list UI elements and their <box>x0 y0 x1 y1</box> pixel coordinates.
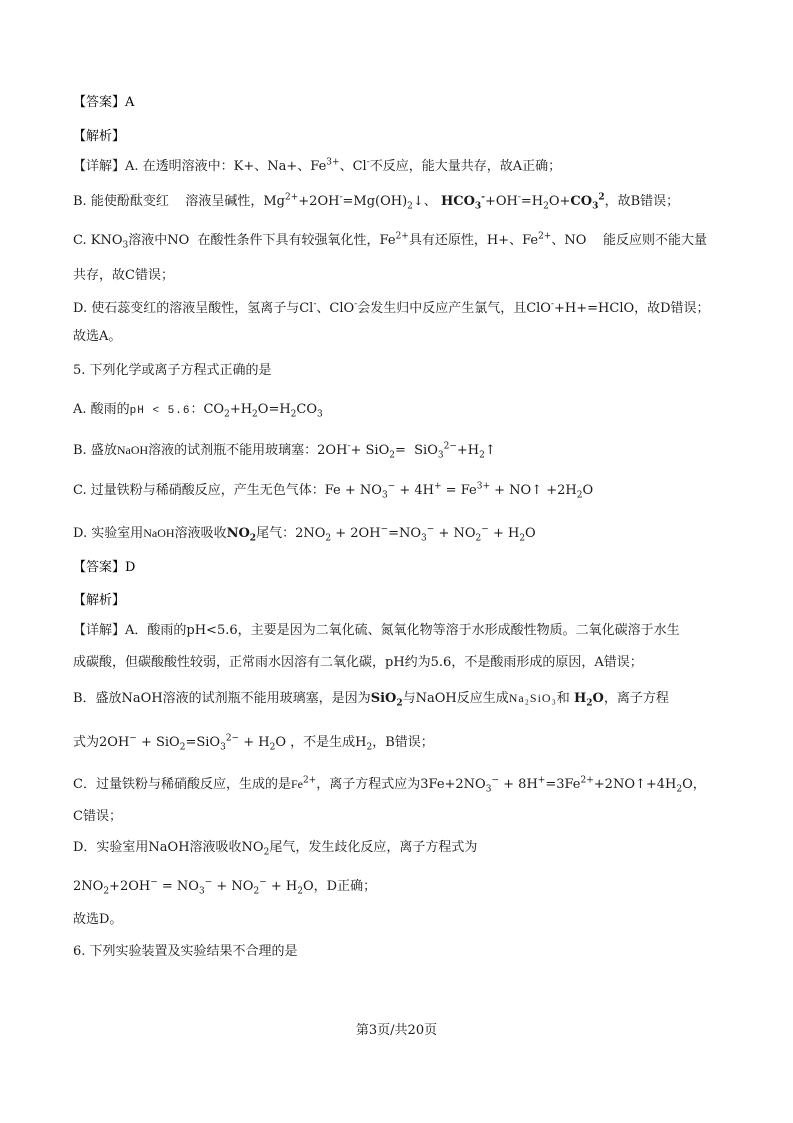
explain-d-2: $2NO_2+2OH^- = NO_3^- + NO_2^- + H_2O$，D正确； <box>73 877 377 897</box>
page-number: 第3页/共20页 <box>355 1023 438 1038</box>
naoh-formula: NaOH <box>116 443 149 457</box>
option-c: C. 过量铁粉与稀硝酸反应，产生无色气体：$Fe + NO_3^- + 4H^+ = Fe^{3+}$ + NO↑ $+2H_2O$ <box>73 481 594 501</box>
option-b: B. 盛放NaOH溶液的试剂瓶不能用玻璃塞：$2OH^-+ SiO_2= SiO_3^{2-}+H_2↑$ <box>73 441 496 461</box>
answer-label-q4: 【答案】A <box>73 95 135 110</box>
explain-c-1: C．过量铁粉与稀硝酸反应，生成的是$Fe^{2+}$，离子方程式应为$3Fe+2NO_3^-$ + $8H^+=3Fe^{2+}+2NO↑+4H_2O$， <box>73 775 706 795</box>
question-6-stem: 6. 下列实验装置及实验结果不合理的是 <box>73 944 298 959</box>
conclusion-q4: 故选A。 <box>73 329 122 344</box>
detail-line-b: B. 能使酚酞变红 溶液呈碱性，$Mg^{2+}+2OH^-=Mg(OH)_2↓$、 $HCO_3^-+OH^-=H_2O+CO_3^2$，故B错误； <box>73 192 680 212</box>
explain-b-1: B．盛放NaOH溶液的试剂瓶不能用玻璃塞，是因为SiO$_2$与NaOH反应生成Na₂SiO₃和 $H_2O$，离子方程 <box>73 691 669 709</box>
detail-line-c: C. $KNO_3$溶液中NO 在酸性条件下具有较强氧化性，$Fe^{2+}$具有还原性，H+、$Fe^{2+}$、NO 能反应则不能大量 <box>73 231 707 251</box>
conclusion-q5: 故选D。 <box>73 912 123 927</box>
analysis-label-q5: 【解析】 <box>73 593 126 608</box>
option-d: D. 实验室用NaOH溶液吸收$NO_2$尾气：$2NO_2 + 2OH^-=NO_3^- + NO_2^- + H_2O$ <box>73 524 536 544</box>
hco3-formula: $HCO_3^-$ <box>440 192 485 212</box>
question-5-stem: 5. 下列化学或离子方程式正确的是 <box>73 363 272 378</box>
analysis-label-q4: 【解析】 <box>73 129 126 144</box>
detail-line-a: 【详解】A. 在透明溶液中：K+、Na+、$Fe^{3+}$、Cl-不反应，能大量共存，故A正确； <box>73 157 562 174</box>
explain-b-2: 式为$2OH^- + SiO_2=SiO_3^{2-} + H_2O$ ，不是生成$H_2$，B错误； <box>73 733 434 753</box>
option-a: A. 酸雨的pH < 5.6：$CO_2+H_2O=H_2CO_3$ <box>73 402 323 420</box>
co3-formula: $CO_3^2$ <box>570 192 605 212</box>
no2-formula: $NO_2$ <box>226 526 257 544</box>
explain-a-2: 成碳酸，但碳酸酸性较弱，正常雨水因溶有二氧化碳，pH约为5.6，不是酸雨形成的原因，A错误； <box>73 655 643 670</box>
na2sio3-formula: Na₂SiO₃ <box>508 691 557 705</box>
answer-label-q5: 【答案】D <box>73 560 136 575</box>
detail-line-d: D. 使石蕊变红的溶液呈酸性，氢离子与Cl-、ClO-会发生归中反应产生氯气，且ClO-+H+=HClO，故D错误； <box>73 299 710 316</box>
ph-expression: pH < 5.6 <box>129 405 191 417</box>
explain-d-1: D．实验室用NaOH溶液吸收$NO_2$尾气，发生歧化反应，离子方程式为 <box>73 840 478 858</box>
detail-line-c2: 共存，故C错误； <box>73 268 174 283</box>
explain-c-2: C错误； <box>73 809 122 824</box>
explain-a-1: 【详解】A．酸雨的pH<5.6，主要是因为二氧化硫、氮氧化物等溶于水形成酸性物质。二氧化碳溶于水生 <box>73 623 680 638</box>
